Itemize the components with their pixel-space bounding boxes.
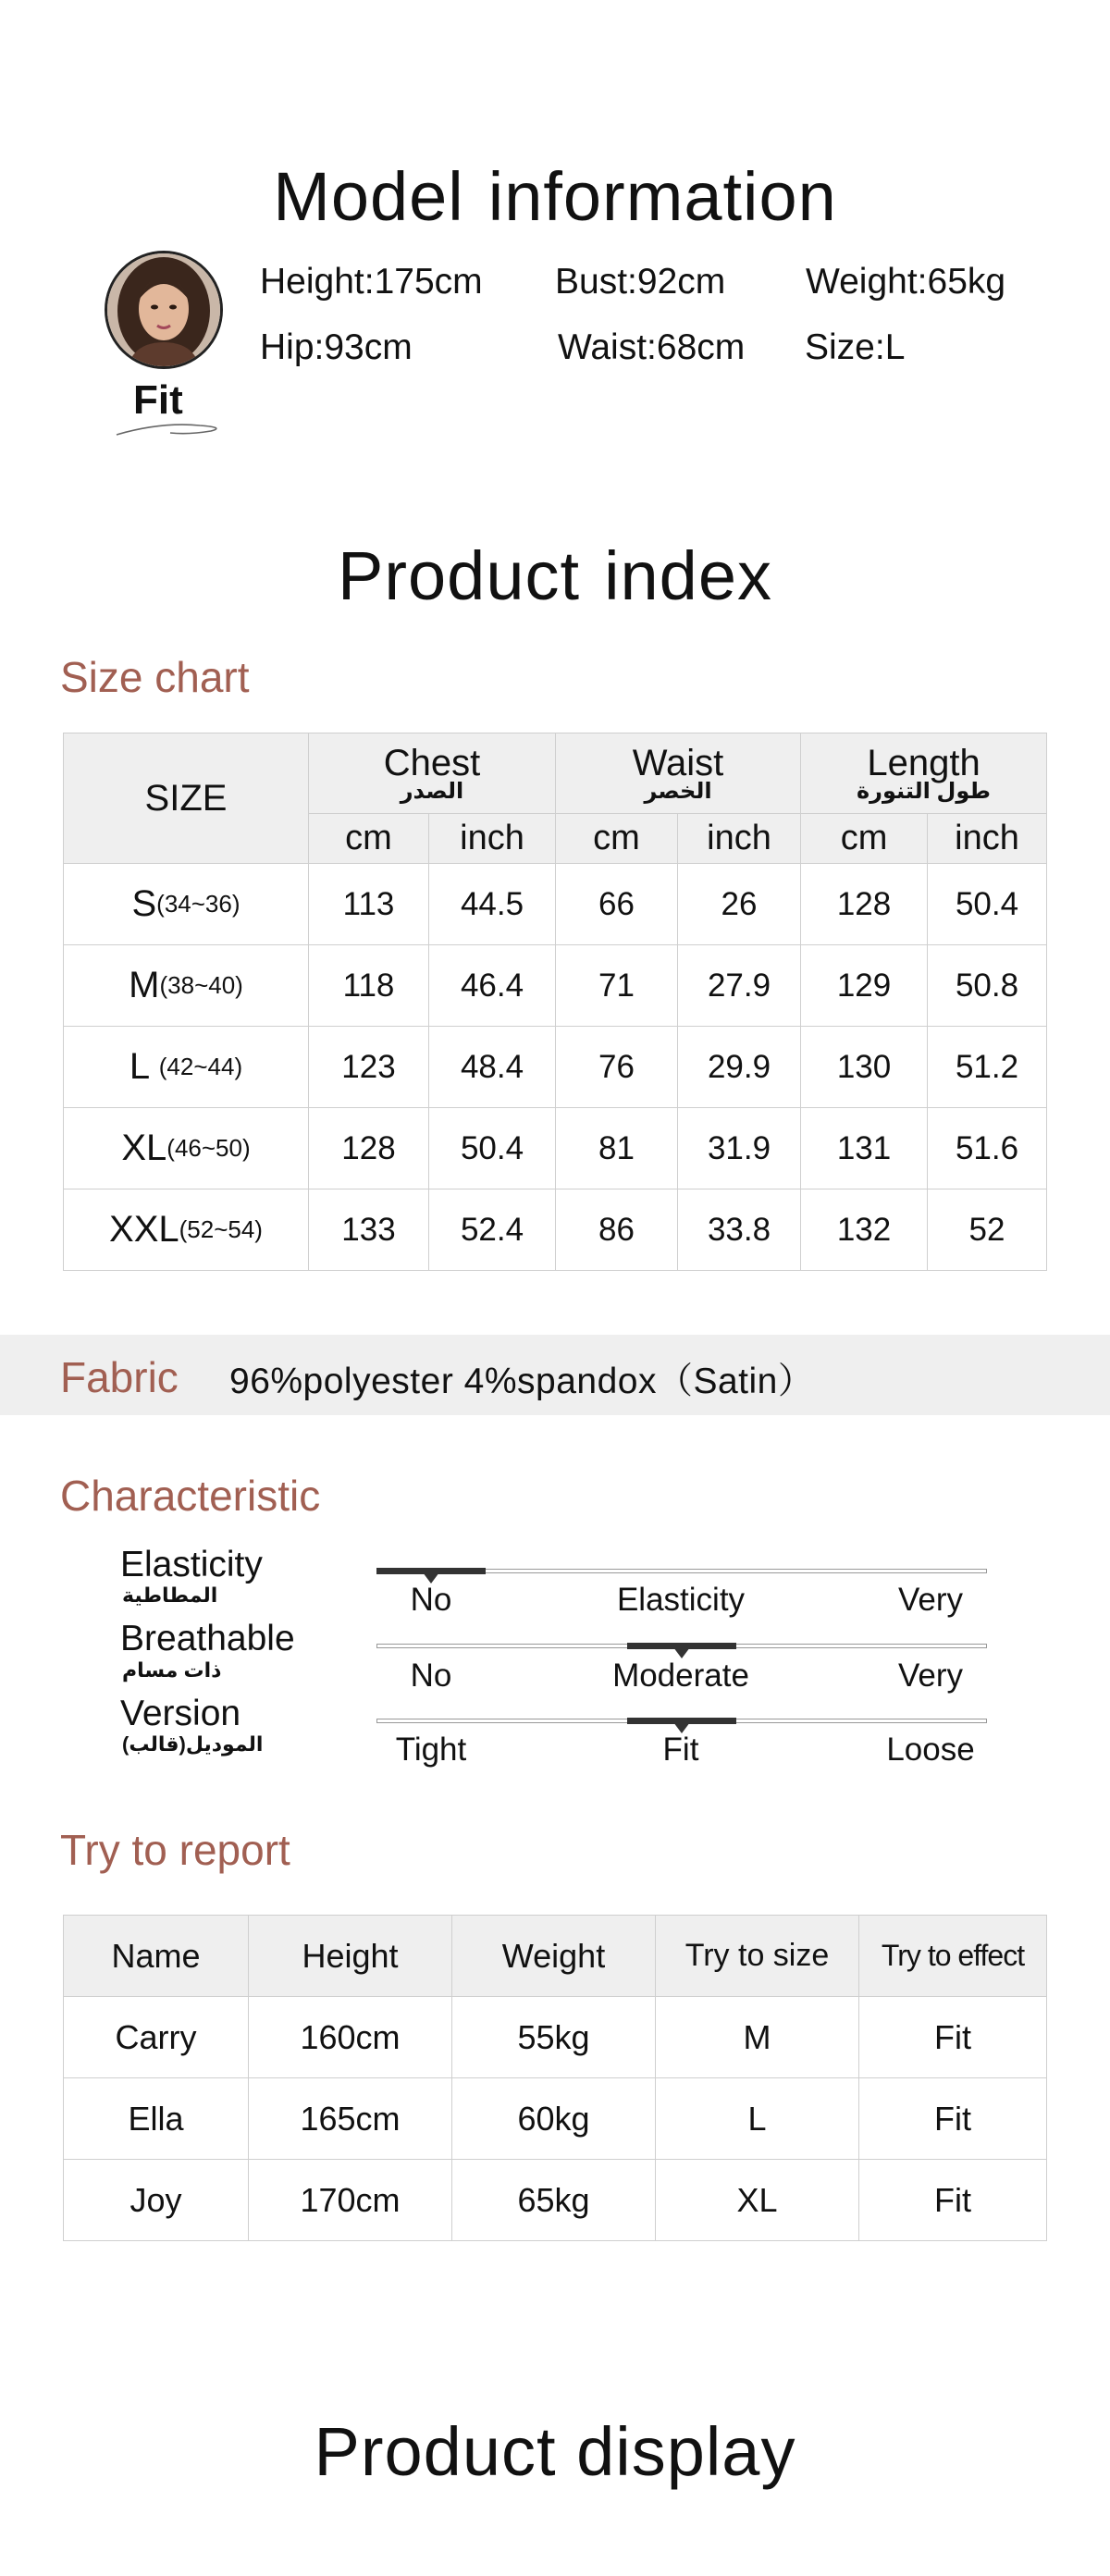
model-info-title-word1: Model	[273, 158, 464, 235]
table-cell: 52	[928, 1189, 1047, 1271]
size-code: S	[131, 883, 157, 924]
table-cell: 133	[309, 1189, 429, 1271]
model-stat-hip: Hip:93cm	[260, 327, 413, 367]
waist-header-ar: الخصر	[644, 779, 712, 804]
table-row	[64, 1027, 1047, 1108]
table-row	[64, 2078, 1047, 2160]
size-cell	[64, 1108, 309, 1189]
model-info-title	[0, 157, 1110, 236]
unit-header: inch	[429, 814, 556, 864]
size-code: XL	[121, 1128, 167, 1168]
fit-label: Fit	[133, 377, 183, 423]
table-cell: 165cm	[249, 2078, 452, 2160]
table-cell: 33.8	[678, 1189, 801, 1271]
breathable-scale-mid: Moderate	[612, 1658, 749, 1694]
size-code: L	[129, 1046, 149, 1087]
table-cell: 26	[678, 864, 801, 945]
waist-group-header	[556, 733, 801, 814]
unit-header: cm	[309, 814, 429, 864]
product-index-title-word1: Product	[338, 537, 581, 614]
elasticity-name-ar: المطاطية	[122, 1584, 218, 1607]
size-range: (38~40)	[159, 971, 243, 999]
version-scale-mid: Fit	[662, 1732, 699, 1768]
table-cell: 118	[309, 945, 429, 1027]
product-index-title	[0, 536, 1110, 615]
table-cell: 160cm	[249, 1997, 452, 2078]
size-range: (34~36)	[156, 890, 240, 918]
model-info-title-word2: information	[487, 158, 837, 235]
table-cell: 71	[556, 945, 678, 1027]
fabric-label: Fabric	[60, 1353, 179, 1401]
table-cell: 132	[801, 1189, 928, 1271]
length-header-en: Length	[867, 743, 980, 783]
size-column-header: SIZE	[64, 733, 309, 864]
size-cell	[64, 864, 309, 945]
table-cell: Fit	[859, 2160, 1047, 2241]
table-cell: 50.4	[429, 1108, 556, 1189]
elasticity-name: Elasticity	[120, 1545, 263, 1584]
model-stat-bust: Bust:92cm	[555, 262, 726, 302]
table-cell: Ella	[64, 2078, 249, 2160]
table-cell: XL	[656, 2160, 859, 2241]
model-stat-waist: Waist:68cm	[558, 327, 746, 367]
table-cell: 31.9	[678, 1108, 801, 1189]
table-cell: 29.9	[678, 1027, 801, 1108]
fit-swoosh-icon	[115, 416, 231, 438]
table-cell: 123	[309, 1027, 429, 1108]
report-col-header: Try to size	[656, 1916, 859, 1997]
version-scale-right: Loose	[886, 1732, 975, 1768]
waist-header-en: Waist	[632, 743, 724, 783]
table-row	[64, 1997, 1047, 2078]
table-cell: 50.8	[928, 945, 1047, 1027]
size-range: (46~50)	[166, 1134, 251, 1162]
elasticity-scale-right: Very	[897, 1582, 964, 1618]
table-cell: M	[656, 1997, 859, 2078]
report-col-header: Weight	[452, 1916, 656, 1997]
table-cell: 44.5	[429, 864, 556, 945]
unit-header: cm	[801, 814, 928, 864]
table-cell: 76	[556, 1027, 678, 1108]
version-name-ar: الموديل(قالب)	[122, 1732, 264, 1756]
table-cell: Joy	[64, 2160, 249, 2241]
model-stat-size: Size:L	[805, 327, 906, 367]
report-col-header: Height	[249, 1916, 452, 1997]
table-row	[64, 1189, 1047, 1271]
unit-header: inch	[928, 814, 1047, 864]
table-cell: 170cm	[249, 2160, 452, 2241]
table-cell: 130	[801, 1027, 928, 1108]
table-cell: Fit	[859, 2078, 1047, 2160]
report-col-header: Try to effect	[859, 1916, 1047, 1997]
size-chart-table	[63, 733, 1047, 1271]
table-cell: 55kg	[452, 1997, 656, 2078]
chest-header-en: Chest	[383, 743, 481, 783]
unit-header: cm	[556, 814, 678, 864]
table-cell: Carry	[64, 1997, 249, 2078]
table-cell: 81	[556, 1108, 678, 1189]
table-cell: 51.2	[928, 1027, 1047, 1108]
model-portrait-image	[107, 253, 220, 366]
characteristic-label: Characteristic	[60, 1472, 321, 1520]
table-cell: 51.6	[928, 1108, 1047, 1189]
elasticity-scale-mid: Elasticity	[616, 1582, 746, 1618]
table-cell: Fit	[859, 1997, 1047, 2078]
breathable-scale-left: No	[410, 1658, 452, 1694]
unit-header: inch	[678, 814, 801, 864]
table-cell: 128	[309, 1108, 429, 1189]
elasticity-scale-left: No	[410, 1582, 452, 1618]
try-report-table	[63, 1915, 1047, 2241]
table-cell: 86	[556, 1189, 678, 1271]
table-cell: 50.4	[928, 864, 1047, 945]
table-cell: 113	[309, 864, 429, 945]
table-row	[64, 945, 1047, 1027]
product-display-title: Product display	[314, 2413, 796, 2490]
breathable-name: Breathable	[120, 1619, 295, 1658]
fabric-value: 96%polyester 4%spandox（Satin）	[229, 1362, 815, 1401]
size-code: XXL	[109, 1209, 179, 1250]
version-scale-left: Tight	[395, 1732, 467, 1768]
table-cell: 129	[801, 945, 928, 1027]
length-header-ar: طول التنورة	[857, 779, 992, 804]
report-header-row	[64, 1916, 1047, 1997]
table-row	[64, 864, 1047, 945]
try-report-label: Try to report	[60, 1826, 290, 1874]
size-cell	[64, 945, 309, 1027]
table-cell: 66	[556, 864, 678, 945]
model-avatar	[105, 251, 223, 369]
table-cell: 131	[801, 1108, 928, 1189]
table-cell: 52.4	[429, 1189, 556, 1271]
table-row	[64, 2160, 1047, 2241]
size-chart-group-header-row	[64, 733, 1047, 814]
size-range: (42~44)	[158, 1053, 243, 1080]
table-cell: L	[656, 2078, 859, 2160]
size-range: (52~54)	[179, 1215, 263, 1243]
table-cell: 65kg	[452, 2160, 656, 2241]
length-group-header	[801, 733, 1047, 814]
size-cell	[64, 1027, 309, 1108]
breathable-scale-right: Very	[897, 1658, 964, 1694]
report-col-header: Name	[64, 1916, 249, 1997]
size-chart-label: Size chart	[60, 653, 250, 701]
table-cell: 60kg	[452, 2078, 656, 2160]
breathable-name-ar: ذات مسام	[122, 1658, 222, 1682]
chest-group-header	[309, 733, 556, 814]
model-stat-height: Height:175cm	[260, 262, 483, 302]
table-cell: 48.4	[429, 1027, 556, 1108]
model-stat-weight: Weight:65kg	[806, 262, 1006, 302]
version-name: Version	[120, 1694, 241, 1733]
size-code: M	[129, 965, 160, 1005]
table-cell: 128	[801, 864, 928, 945]
size-cell	[64, 1189, 309, 1271]
table-cell: 46.4	[429, 945, 556, 1027]
product-index-title-word2: index	[604, 537, 772, 614]
table-cell: 27.9	[678, 945, 801, 1027]
table-row	[64, 1108, 1047, 1189]
chest-header-ar: الصدر	[400, 779, 464, 804]
